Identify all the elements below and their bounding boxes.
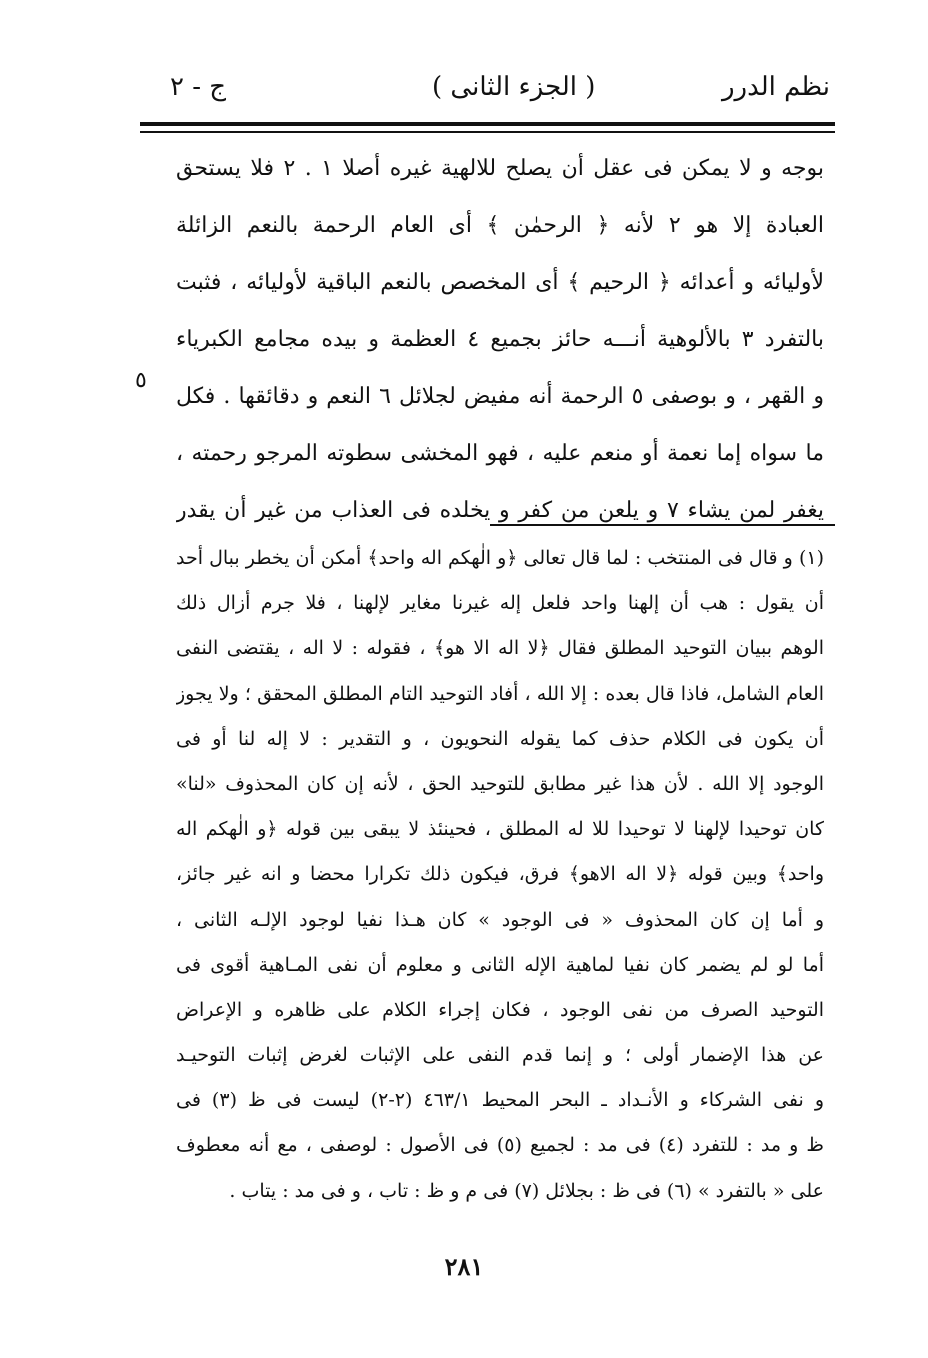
- main-line: لأوليائه و أعدائه ﴿ الرحيم ﴾ أى المخصص بالنعم الباقية لأوليائه ، فثبت: [176, 270, 824, 295]
- footnote-line: و أما إن كان المحذوف « فى الوجود » كان هـذا نفيا لوجود الإلـه الثانى ،: [176, 908, 824, 931]
- footnote-line: التوحيد الصرف من نفى الوجود ، فكان إجراء الكلام على ظاهره و الإعراض: [176, 998, 824, 1021]
- footnote-line: و نفى الشركاء و الأنـداد ـ البحر المحيط ٤٦٣/١ (٢-٢) ليست فى ظ (٣) فى: [176, 1089, 824, 1112]
- main-line: بالتفرد ٣ بالألوهية أنـــه حائز بجميع ٤ العظمة و بيده مجامع الكبرياء: [176, 327, 824, 352]
- main-line: العبادة إلا هو ٢ لأنه ﴿ الرحمٰن ﴾ أى العام الرحمة بالنعم الزائلة: [176, 213, 824, 238]
- header-rule-thin: [140, 131, 835, 133]
- footnote-line: واحد﴾ وبين قوله ﴿لا اله الاهو﴾ فرق، فيكون ذلك تكرارا محضا و انه غير جائز،: [176, 863, 824, 886]
- footnote-line: الوهم ببيان التوحيد المطلق فقال ﴿لا اله الا هو﴾ ، فقوله : لا اله ، يقتضى النفى: [176, 637, 824, 660]
- footnote-line: عن هذا الإضمار أولى ؛ و إنما قدم النفى على الإثبات لغرض إثبات التوحيـد: [176, 1044, 824, 1067]
- footnote-line: العام الشامل، فاذا قال بعده : إلا الله ، أفاد التوحيد التام المطلق المحقق ؛ ولا يجوز: [176, 682, 824, 705]
- footnote-line: كان توحيدا لإلهنا لا توحيدا للا له المطلق ، فحينئذ لا يبقى بين قوله ﴿و الٰهكم اله: [176, 818, 824, 841]
- main-line: و القهر ، و بوصفى ٥ الرحمة أنه مفيض لجلائل ٦ النعم و دقائقها . فكل: [176, 384, 824, 409]
- page-number: ٢٨١: [444, 1252, 484, 1281]
- footnote-line: الوجود إلا الله . لأن هذا غير مطابق للتوحيد الحق ، لأنه إن كان المحذوف «لنا»: [176, 772, 824, 795]
- footnote-separator: [490, 524, 835, 526]
- footnotes: [176, 536, 824, 1214]
- book-title: نظم الدرر: [721, 72, 830, 102]
- main-text: [176, 140, 824, 539]
- footnote-line: أما لو لم يضمر كان نفيا لماهية الإله الثانى و معلوم أن نفى المـاهية أقوى فى: [176, 953, 824, 976]
- footnote-line: أن يقول : هب أن إلهنا واحد فلعل إله غيرنا مغاير لإلهنا ، فلا جرم أزال ذلك: [176, 592, 824, 615]
- part-label: ( الجزء الثانى ): [432, 72, 596, 102]
- header-rule-thick: [140, 122, 835, 126]
- main-line: يغفر لمن يشاء ٧ و يلعن من كفر و يخلده فى العذاب من غير أن يقدر: [176, 498, 824, 523]
- line-number-marker: ٥: [135, 368, 147, 393]
- main-line: بوجه و لا يمكن فى عقل أن يصلح للالهية غيره أصلا ١ . ٢ فلا يستحق: [176, 156, 824, 181]
- main-line: ما سواه إما نعمة أو منعم عليه ، فهو المخشى سطوته المرجو رحمته ،: [176, 441, 824, 466]
- page-header: [170, 72, 830, 112]
- footnote-line: أن يكون فى الكلام حذف كما يقوله النحويون ، و التقدير : لا إله لنا أو فى: [176, 727, 824, 750]
- volume-label: ج - ٢: [170, 72, 227, 102]
- footnote-line: (١) و قال فى المنتخب : لما قال تعالى ﴿و الٰهكم اله واحد﴾ أمكن أن يخطر ببال أحد: [176, 547, 824, 569]
- footnote-line: ظ و مد : للتفرد (٤) فى مد : لجميع (٥) فى الأصول : لوصفى ، مع أنه معطوف: [176, 1134, 824, 1157]
- footnote-line: على « بالتفرد » (٦) فى ظ : بجلائل (٧) فى م و ظ : تاب ، و فى مد : يتاب .: [229, 1179, 824, 1202]
